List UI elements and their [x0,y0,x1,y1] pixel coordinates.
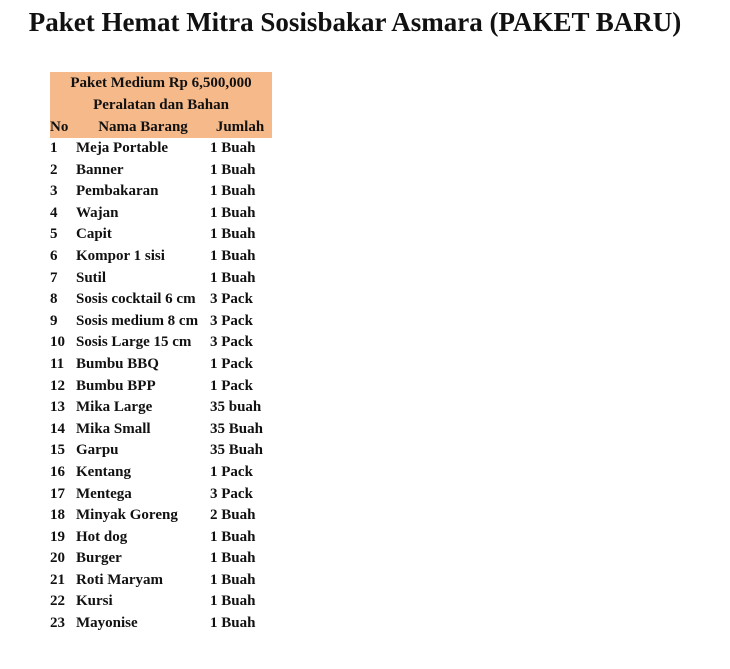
item-quantity: 3 Pack [210,485,253,502]
table-row [50,289,272,311]
item-quantity: 1 Buah [210,528,256,545]
item-quantity: 1 Buah [210,161,256,178]
table-row [50,440,272,462]
item-name: Burger [76,550,122,567]
item-name: Banner [76,161,124,178]
item-number: 11 [50,355,65,372]
item-quantity: 3 Pack [210,334,253,351]
table-row [50,548,272,570]
package-subtitle: Peralatan dan Bahan [93,97,229,113]
table-row [50,181,272,203]
item-name: Mika Large [76,399,153,416]
item-number: 6 [50,247,58,264]
item-quantity: 1 Buah [210,140,256,156]
item-number: 18 [50,507,65,524]
item-number: 22 [50,593,65,610]
table-row [50,419,272,441]
item-quantity: 1 Buah [210,550,256,567]
table-row [50,246,272,268]
item-name: Hot dog [76,528,128,545]
item-quantity: 1 Buah [210,183,256,200]
table-row [50,484,272,506]
item-name: Mayonise [76,615,138,632]
item-quantity: 35 Buah [210,442,263,459]
item-number: 14 [50,420,65,437]
column-header-name: Nama Barang [98,119,188,135]
package-name-price: Paket Medium Rp 6,500,000 [70,75,252,91]
item-number: 23 [50,615,65,632]
item-name: Roti Maryam [76,571,164,588]
item-number: 7 [50,269,58,286]
item-name: Mika Small [76,420,151,437]
item-quantity: 1 Pack [210,377,253,394]
item-name: Kursi [76,593,113,610]
item-quantity: 1 Buah [210,269,256,286]
item-name: Kompor 1 sisi [76,247,165,264]
table-row [50,376,272,398]
item-number: 10 [50,334,65,351]
table-row [50,311,272,333]
table-row [50,354,272,376]
table-row [50,527,272,549]
item-number: 2 [50,161,58,178]
item-quantity: 1 Buah [210,593,256,610]
table-row [50,462,272,484]
package-header [50,72,272,138]
item-number: 5 [50,226,58,243]
table-row [50,505,272,527]
item-quantity: 2 Buah [210,507,256,524]
item-name: Bumbu BPP [76,377,156,394]
item-quantity: 1 Buah [210,226,256,243]
table-row [50,397,272,419]
table-row [50,138,272,160]
column-header-qty: Jumlah [215,119,265,135]
item-name: Wajan [76,204,119,221]
table-row [50,160,272,182]
item-name: Bumbu BBQ [76,355,159,372]
item-number: 8 [50,291,58,308]
item-name: Meja Portable [76,140,169,156]
item-number: 3 [50,183,58,200]
item-quantity: 3 Pack [210,291,253,308]
item-name: Sutil [76,269,107,286]
item-quantity: 35 Buah [210,420,263,437]
item-name: Sosis Large 15 cm [76,334,192,351]
item-quantity: 1 Buah [210,571,256,588]
item-name: Sosis cocktail 6 cm [76,291,196,308]
item-name: Garpu [76,442,119,459]
item-quantity: 1 Buah [210,204,256,221]
table-row [50,268,272,290]
item-number: 4 [50,204,58,221]
item-quantity: 1 Pack [210,355,253,372]
table-row [50,613,272,635]
item-quantity: 1 Pack [210,463,253,480]
table-row [50,224,272,246]
document-title: Paket Hemat Mitra Sosisbakar Asmara (PAKET BARU) [28,7,682,37]
item-list [50,138,272,635]
table-row [50,203,272,225]
item-number: 21 [50,571,65,588]
item-number: 9 [50,312,58,329]
item-name: Mentega [76,485,132,502]
item-quantity: 35 buah [210,399,262,416]
column-header-no: No [50,119,69,135]
item-name: Sosis medium 8 cm [76,312,199,329]
item-number: 12 [50,377,65,394]
item-quantity: 3 Pack [210,312,253,329]
item-quantity: 1 Buah [210,247,256,264]
item-number: 17 [50,485,65,502]
item-number: 1 [50,140,58,156]
item-number: 20 [50,550,65,567]
item-quantity: 1 Buah [210,615,256,632]
item-number: 19 [50,528,65,545]
table-row [50,591,272,613]
item-name: Pembakaran [76,183,159,200]
item-number: 16 [50,463,65,480]
item-name: Capit [76,226,112,243]
item-name: Minyak Goreng [76,507,178,524]
column-headers [50,116,272,138]
item-number: 13 [50,399,65,416]
item-name: Kentang [76,463,132,480]
item-number: 15 [50,442,65,459]
package-table [50,72,272,635]
table-row [50,570,272,592]
table-row [50,332,272,354]
